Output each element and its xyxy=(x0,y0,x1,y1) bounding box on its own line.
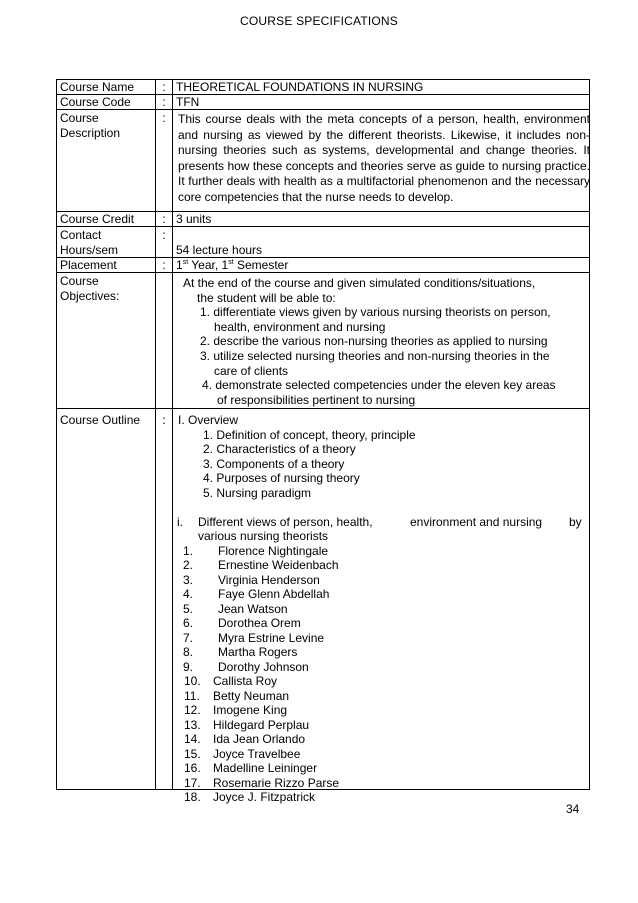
label-line: Hours/sem xyxy=(60,242,119,257)
theorist-number: 10. xyxy=(184,674,201,688)
theorist-item xyxy=(57,544,416,559)
objective-item: 1. differentiate views given by various nursing theorists on person, xyxy=(200,305,551,320)
theorist-name: Ernestine Weidenbach xyxy=(218,558,339,572)
label-line: Contact xyxy=(60,228,102,242)
semester-text: Semester xyxy=(233,258,289,272)
theorist-number: 4. xyxy=(183,587,194,601)
theorist-item xyxy=(57,645,416,660)
theorist-item xyxy=(57,660,416,675)
views-numeral: i. xyxy=(177,514,183,529)
theorist-item xyxy=(57,790,416,805)
objective-item: 4. demonstrate selected competencies under the eleven key areas xyxy=(202,378,556,393)
theorist-item xyxy=(57,558,416,573)
theorist-item xyxy=(57,732,416,747)
semester-ordinal: st xyxy=(228,259,234,266)
theorist-item xyxy=(57,689,416,704)
year-number: 1 xyxy=(176,258,183,272)
objective-item-cont: of responsibilities pertinent to nursing xyxy=(217,392,416,407)
theorist-item xyxy=(57,718,416,733)
views-text-c: by xyxy=(569,514,582,529)
year-text: Year, xyxy=(188,258,222,272)
theorist-number: 8. xyxy=(183,645,194,659)
objective-intro: the student will be able to: xyxy=(197,290,336,305)
value-course-description: This course deals with the meta concepts of a person, health, environment and nursing as viewed by the different theorists. Likewise, it includes non-nursing theories such as systems, developmental and change theories. It presents how these concepts and theories serve as guide to nursing practice. It further deals with health as a multifactorial phenomenon and the necessary core competencies that the nurse needs to develop. xyxy=(178,112,590,204)
colon: : xyxy=(162,258,166,272)
theorist-name: Martha Rogers xyxy=(218,645,298,659)
label-line: Objectives: xyxy=(60,288,120,303)
label-line: Course xyxy=(60,274,99,288)
page-header: COURSE SPECIFICATIONS xyxy=(240,14,398,28)
theorist-item xyxy=(57,761,416,776)
theorist-list xyxy=(57,544,416,805)
course-spec-table xyxy=(56,79,590,804)
theorist-item xyxy=(57,703,416,718)
theorist-number: 7. xyxy=(183,630,194,645)
colon: : xyxy=(162,80,166,94)
theorist-number: 1. xyxy=(183,543,194,558)
theorist-name: Joyce J. Fitzpatrick xyxy=(213,790,316,804)
outline-spacer xyxy=(57,500,416,515)
label-course-outline: Course Outline xyxy=(60,413,141,427)
colon: : xyxy=(162,111,166,125)
colon: : xyxy=(162,228,166,242)
label-placement: Placement xyxy=(60,258,117,272)
outline-heading: I. Overview xyxy=(178,413,239,427)
views-line-2: various nursing theorists xyxy=(198,529,329,543)
theorist-number: 17. xyxy=(184,775,201,790)
row-placement xyxy=(57,258,589,273)
year-ordinal: st xyxy=(182,259,189,266)
theorist-name: Faye Glenn Abdellah xyxy=(218,587,330,601)
theorist-item xyxy=(57,631,416,646)
theorist-name: Ida Jean Orlando xyxy=(213,732,306,746)
theorist-name: Hildegard Perplau xyxy=(213,717,310,732)
value-course-credit: 3 units xyxy=(176,212,212,226)
label-course-credit: Course Credit xyxy=(60,212,135,226)
theorist-number: 15. xyxy=(184,746,201,761)
theorist-name: Virginia Henderson xyxy=(218,572,320,587)
label-course-code: Course Code xyxy=(60,95,131,109)
theorist-item xyxy=(57,573,416,588)
label-course-description xyxy=(60,111,120,140)
theorist-number: 5. xyxy=(183,601,194,616)
theorist-name: Myra Estrine Levine xyxy=(218,630,325,645)
theorist-number: 2. xyxy=(183,558,194,572)
theorist-item xyxy=(57,616,416,631)
theorist-item xyxy=(57,602,416,617)
theorist-name: Joyce Travelbee xyxy=(213,746,301,761)
row-course-objectives xyxy=(57,273,589,409)
outline-item: 3. Components of a theory xyxy=(203,456,345,471)
colon: : xyxy=(162,95,166,109)
colon: : xyxy=(162,413,166,427)
objectives-list xyxy=(57,276,556,407)
theorist-name: Madelline Leininger xyxy=(213,761,318,775)
theorist-number: 11. xyxy=(184,688,200,703)
theorist-number: 9. xyxy=(183,659,194,674)
row-course-credit xyxy=(57,212,589,227)
theorist-name: Jean Watson xyxy=(218,601,288,616)
theorist-item xyxy=(57,587,416,602)
theorist-number: 3. xyxy=(183,572,194,587)
theorist-name: Dorothy Johnson xyxy=(218,659,309,674)
outline-item: 2. Characteristics of a theory xyxy=(203,442,356,456)
theorist-number: 14. xyxy=(184,732,201,746)
theorist-name: Dorothea Orem xyxy=(218,616,301,630)
theorist-number: 13. xyxy=(184,717,201,732)
label-course-name: Course Name xyxy=(60,80,135,94)
value-contact-hours: 54 lecture hours xyxy=(176,242,263,257)
theorist-name: Imogene King xyxy=(213,703,288,717)
value-placement xyxy=(176,258,288,273)
value-course-code: TFN xyxy=(176,95,200,109)
row-contact-hours xyxy=(57,227,589,258)
semester-number: 1 xyxy=(221,258,229,272)
row-course-code xyxy=(57,95,589,110)
theorist-name: Florence Nightingale xyxy=(218,543,329,558)
label-line: Description xyxy=(60,125,121,140)
page-number: 34 xyxy=(566,802,580,816)
views-text-a: Different views of person, health, xyxy=(198,514,373,529)
theorist-number: 16. xyxy=(184,761,201,775)
objective-intro: At the end of the course and given simulated conditions/situations, xyxy=(183,276,536,290)
row-course-description xyxy=(57,110,589,212)
label-contact-hours xyxy=(60,228,118,257)
theorist-number: 18. xyxy=(184,790,201,804)
objective-item-cont: health, environment and nursing xyxy=(214,319,386,334)
views-line xyxy=(57,514,582,530)
outline-item: 4. Purposes of nursing theory xyxy=(203,471,360,485)
theorist-name: Betty Neuman xyxy=(213,688,290,703)
theorist-item xyxy=(57,776,416,791)
label-line: Course xyxy=(60,111,99,125)
objective-item: 3. utilize selected nursing theories and non-nursing theories in the xyxy=(200,348,550,363)
theorist-number: 6. xyxy=(183,616,194,630)
theorist-item xyxy=(57,747,416,762)
objective-item: 2. describe the various non-nursing theories as applied to nursing xyxy=(200,334,548,349)
colon: : xyxy=(162,212,166,226)
outline-content xyxy=(57,413,582,805)
theorist-item xyxy=(57,674,416,689)
row-course-name xyxy=(57,80,589,95)
theorist-name: Rosemarie Rizzo Parse xyxy=(213,775,340,790)
row-course-outline xyxy=(57,409,589,804)
outline-item: 5. Nursing paradigm xyxy=(203,485,312,500)
outline-item: 1. Definition of concept, theory, principle xyxy=(203,427,416,442)
views-text-b: environment and nursing xyxy=(410,514,543,529)
theorist-number: 12. xyxy=(184,703,201,717)
theorist-name: Callista Roy xyxy=(213,674,278,688)
value-course-name: THEORETICAL FOUNDATIONS IN NURSING xyxy=(176,80,424,94)
objective-item-cont: care of clients xyxy=(214,363,289,378)
